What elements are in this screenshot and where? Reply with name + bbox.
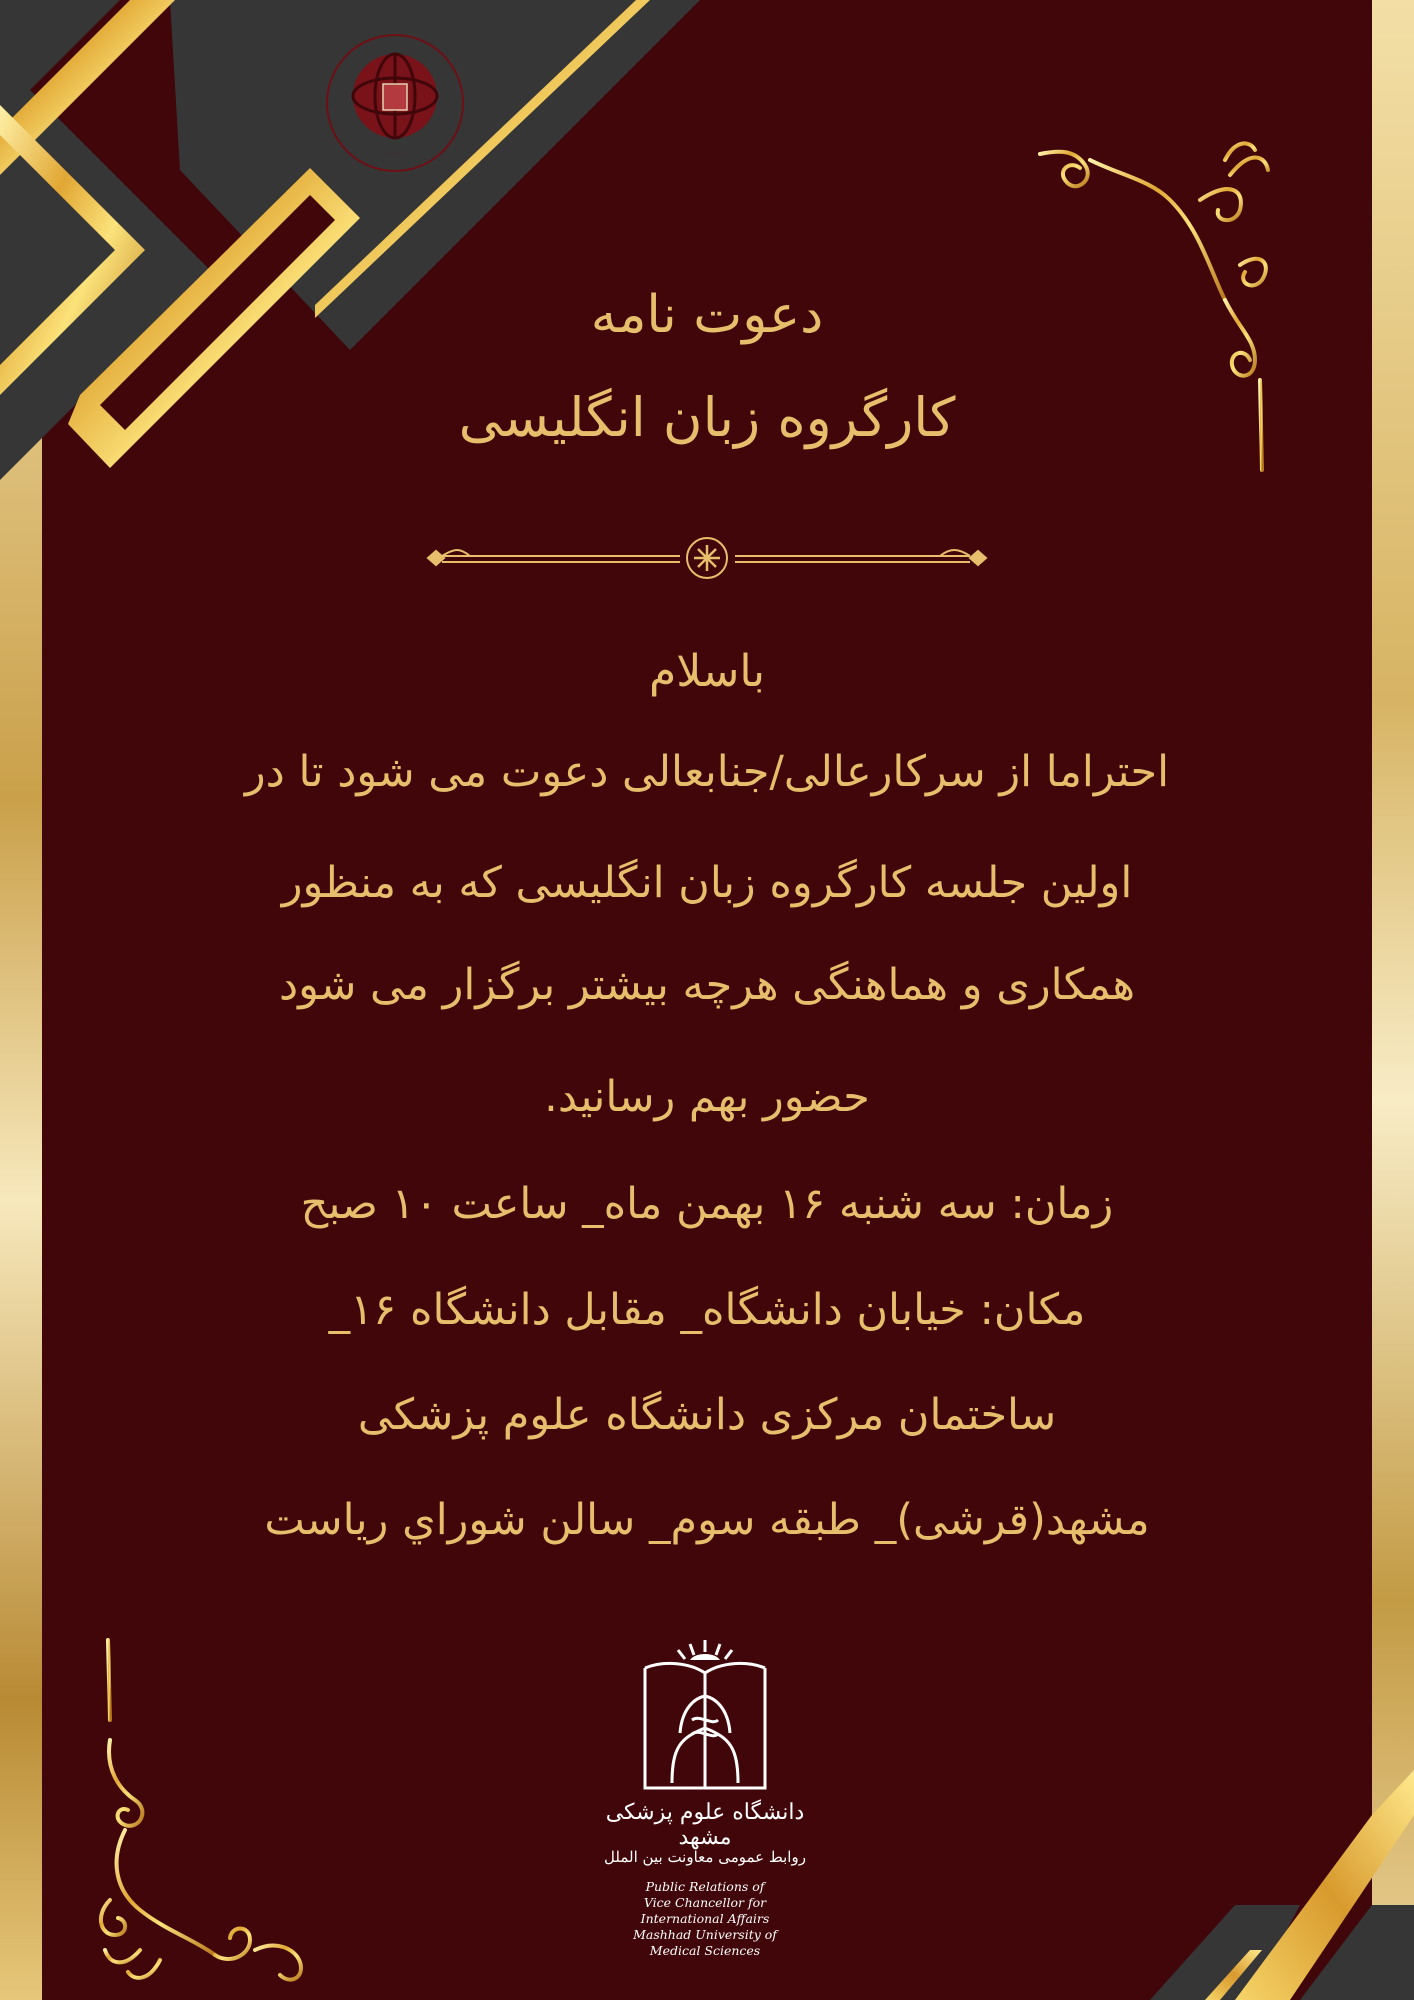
body-line: اولین جلسه کارگروه زبان انگلیسی که به منظور: [281, 858, 1133, 908]
place-line: ساختمان مرکزی دانشگاه علوم پزشکی: [357, 1390, 1057, 1440]
title-divider: [428, 538, 986, 578]
department-name-en: [600, 1879, 810, 1959]
invitation-subtitle: کارگروه زبان انگلیسی: [458, 386, 956, 449]
university-logo-icon: [620, 1638, 790, 1796]
body-line: همکاری و هماهنگی هرچه بیشتر برگزار می شود: [278, 960, 1136, 1010]
department-en-line: Vice Chancellor for: [643, 1895, 767, 1910]
department-name-fa: روابط عمومی معاونت بین الملل: [604, 1848, 806, 1866]
body-line: احتراما از سرکارعالی/جنابعالی دعوت می شود تا در: [244, 747, 1170, 797]
time-line: زمان: سه شنبه ۱۶ بهمن ماه_ ساعت ۱۰ صبح: [300, 1179, 1114, 1229]
place-line: مکان: خیابان دانشگاه_ مقابل دانشگاه ۱۶_: [328, 1285, 1086, 1335]
greeting-text: باسلام: [648, 646, 765, 697]
body-line: حضور بهم رسانید.: [544, 1072, 870, 1122]
department-en-line: International Affairs: [640, 1911, 770, 1926]
bottom-left-ornament: [101, 1640, 420, 1980]
place-line: مشهد(قرشی)_ طبقه سوم_ سالن شوراي رياست: [264, 1495, 1150, 1545]
department-en-line: Public Relations of: [645, 1879, 765, 1894]
svg-text:· · · · ·: · · · · ·: [384, 150, 406, 158]
department-en-line: Mashhad University of: [633, 1927, 777, 1942]
invitation-title: دعوت نامه: [590, 285, 824, 345]
university-name-fa: دانشگاه علوم پزشکی مشهد: [605, 1800, 805, 1850]
top-emblem-icon: [320, 28, 470, 178]
department-en-line: Medical Sciences: [649, 1943, 761, 1958]
bottom-right-banner: [1150, 1770, 1414, 2000]
